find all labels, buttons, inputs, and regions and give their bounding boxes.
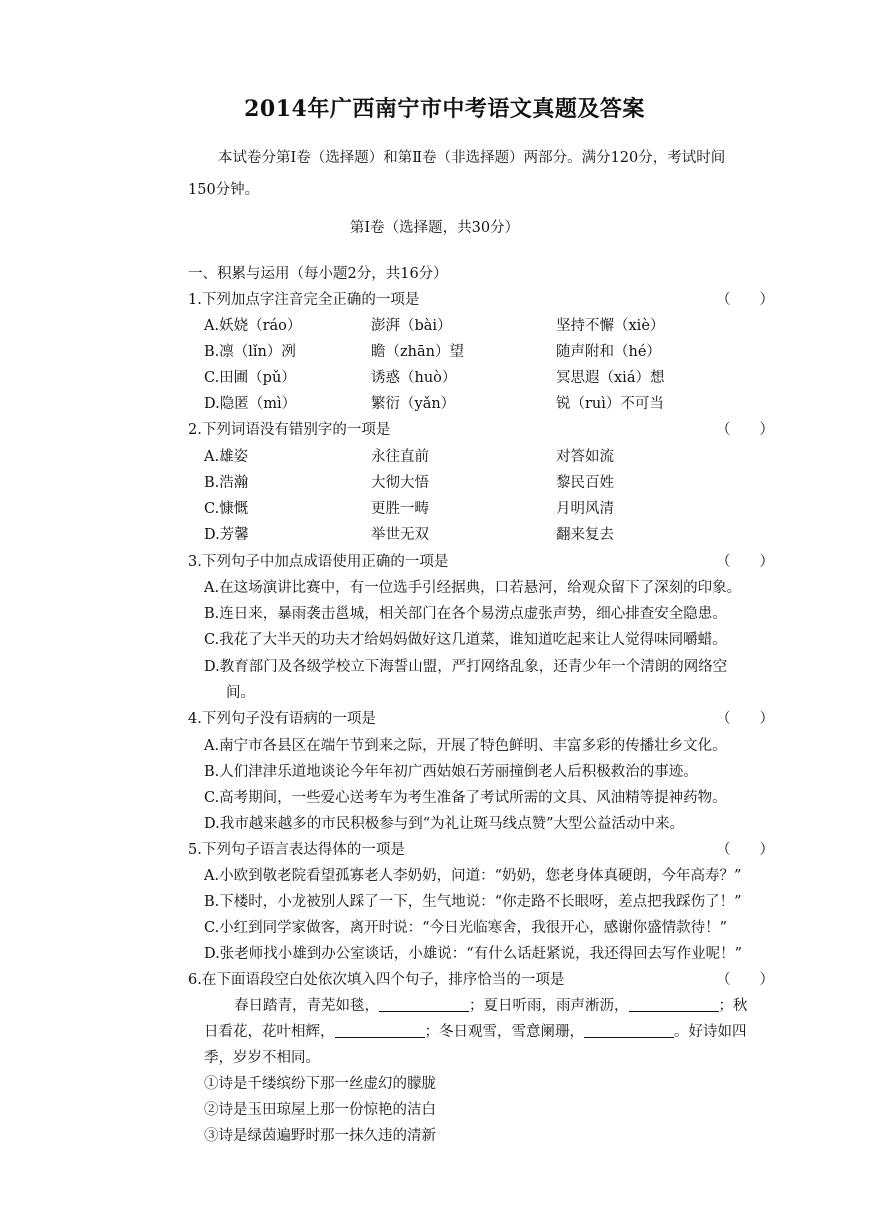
q2-option-b-1: B.浩瀚 bbox=[204, 475, 249, 491]
q6-passage-2a: 日看花，花叶相辉， bbox=[204, 1024, 335, 1040]
q6-passage-line-3: 季，岁岁不相同。 bbox=[204, 1050, 320, 1066]
section1-heading: 一、积累与运用（每小题2分，共16分） bbox=[188, 266, 448, 282]
page-title: 2014年广西南宁市中考语文真题及答案 bbox=[244, 96, 645, 122]
q5-answer-blank: （ ） bbox=[716, 842, 774, 858]
q6-passage-1c: ；秋 bbox=[718, 998, 748, 1014]
q4-option-c: C.高考期间，一些爱心送考车为考生准备了考试所需的文具、风油精等提神药物。 bbox=[204, 790, 727, 806]
q2-option-a-3: 对答如流 bbox=[556, 449, 614, 465]
q1-stem: 1.下列加点字注音完全正确的一项是 bbox=[188, 292, 420, 308]
q1-option-d-3: 锐（ruì）不可当 bbox=[556, 396, 664, 412]
q2-option-d-1: D.芳馨 bbox=[204, 527, 249, 543]
q1-option-a-2: 澎湃（bài） bbox=[371, 318, 452, 334]
intro-line-2: 150分钟。 bbox=[188, 182, 260, 198]
q5-option-c: C.小红到同学家做客，离开时说：“今日光临寒舍，我很开心，感谢你盛情款待！” bbox=[204, 920, 728, 936]
q1-option-a-3: 坚持不懈（xiè） bbox=[556, 318, 665, 334]
q6-blank-2 bbox=[629, 997, 719, 1012]
q2-option-a-1: A.雄姿 bbox=[204, 449, 249, 465]
q2-option-c-1: C.慷慨 bbox=[204, 501, 249, 517]
q1-option-b-3: 随声附和（hé） bbox=[556, 344, 661, 360]
q1-option-b-1: B.凛（lǐn）冽 bbox=[204, 344, 296, 360]
q1-option-c-1: C.田圃（pǔ） bbox=[204, 370, 296, 386]
q6-item-1: ①诗是千缕缤纷下那一丝虚幻的朦胧 bbox=[204, 1076, 436, 1092]
q6-blank-3 bbox=[335, 1023, 425, 1038]
q4-option-d: D.我市越来越多的市民积极参与到“为礼让斑马线点赞”大型公益活动中来。 bbox=[204, 816, 685, 832]
q5-option-b: B.下楼时，小龙被别人踩了一下，生气地说：“你走路不长眼呀，差点把我踩伤了！” bbox=[204, 894, 742, 910]
q1-option-a-1: A.妖娆（ráo） bbox=[204, 318, 302, 334]
q6-passage-line-1 bbox=[234, 994, 748, 1015]
part1-heading: 第Ⅰ卷（选择题，共30分） bbox=[349, 220, 520, 236]
q6-passage-1b: ；夏日听雨，雨声淅沥， bbox=[469, 998, 629, 1014]
q3-answer-blank: （ ） bbox=[716, 554, 774, 570]
q6-answer-blank: （ ） bbox=[716, 972, 774, 988]
q4-option-a: A.南宁市各县区在端午节到来之际，开展了特色鲜明、丰富多彩的传播壮乡文化。 bbox=[204, 738, 727, 754]
q6-passage-2b: ；冬日观雪，雪意阑珊， bbox=[424, 1024, 584, 1040]
q5-option-d: D.张老师找小雄到办公室谈话，小雄说：“有什么话赶紧说，我还得回去写作业呢！” bbox=[204, 946, 743, 962]
q4-option-b: B.人们津津乐道地谈论今年年初广西姑娘石芳丽撞倒老人后积极救治的事迹。 bbox=[204, 764, 698, 780]
q3-option-b: B.连日来，暴雨袭击邕城，相关部门在各个易涝点虚张声势，细心排查安全隐患。 bbox=[204, 606, 727, 622]
q1-option-c-2: 诱惑（huò） bbox=[371, 370, 457, 386]
q2-option-b-3: 黎民百姓 bbox=[556, 475, 614, 491]
q5-option-a: A.小欧到敬老院看望孤寡老人李奶奶，问道：“奶奶，您老身体真硬朗，今年高寿？” bbox=[204, 868, 742, 884]
q1-answer-blank: （ ） bbox=[716, 292, 774, 308]
q6-blank-1 bbox=[379, 997, 469, 1012]
q2-option-a-2: 永往直前 bbox=[371, 449, 429, 465]
q6-item-3: ③诗是绿茵遍野时那一抹久违的清新 bbox=[204, 1128, 436, 1144]
q3-stem: 3.下列句子中加点成语使用正确的一项是 bbox=[188, 554, 449, 570]
q6-passage-line-2 bbox=[204, 1020, 747, 1041]
q4-answer-blank: （ ） bbox=[716, 711, 774, 727]
q1-option-d-1: D.隐匿（mì） bbox=[204, 396, 297, 412]
q2-stem: 2.下列词语没有错别字的一项是 bbox=[188, 422, 391, 438]
q6-item-2: ②诗是玉田琼屋上那一份惊艳的洁白 bbox=[204, 1102, 436, 1118]
q1-option-c-3: 冥思遐（xiá）想 bbox=[556, 370, 665, 386]
q6-stem: 6.在下面语段空白处依次填入四个句子，排序恰当的一项是 bbox=[188, 972, 565, 988]
q2-option-d-2: 举世无双 bbox=[371, 527, 429, 543]
q2-option-d-3: 翻来复去 bbox=[556, 527, 614, 543]
q2-option-b-2: 大彻大悟 bbox=[371, 475, 429, 491]
q3-option-d-cont: 间。 bbox=[226, 685, 255, 701]
q4-stem: 4.下列句子没有语病的一项是 bbox=[188, 711, 376, 727]
q3-option-c: C.我花了大半天的功夫才给妈妈做好这几道菜，谁知道吃起来让人觉得味同嚼蜡。 bbox=[204, 632, 727, 648]
q1-option-b-2: 瞻（zhān）望 bbox=[371, 344, 464, 360]
q6-blank-4 bbox=[584, 1023, 674, 1038]
q6-passage-2c: 。好诗如四 bbox=[674, 1024, 747, 1040]
q3-option-a: A.在这场演讲比赛中，有一位选手引经据典，口若悬河，给观众留下了深刻的印象。 bbox=[204, 580, 742, 596]
intro-line-1: 本试卷分第Ⅰ卷（选择题）和第Ⅱ卷（非选择题）两部分。满分120分，考试时间 bbox=[218, 150, 726, 166]
q1-option-d-2: 繁衍（yǎn） bbox=[371, 396, 456, 412]
q5-stem: 5.下列句子语言表达得体的一项是 bbox=[188, 842, 405, 858]
q2-answer-blank: （ ） bbox=[716, 422, 774, 438]
q3-option-d: D.教育部门及各级学校立下海誓山盟，严打网络乱象，还青少年一个清朗的网络空 bbox=[204, 659, 728, 675]
q6-passage-1a: 春日踏青，青芜如毯， bbox=[234, 998, 379, 1014]
q2-option-c-2: 更胜一畴 bbox=[371, 501, 429, 517]
q2-option-c-3: 月明风清 bbox=[556, 501, 614, 517]
